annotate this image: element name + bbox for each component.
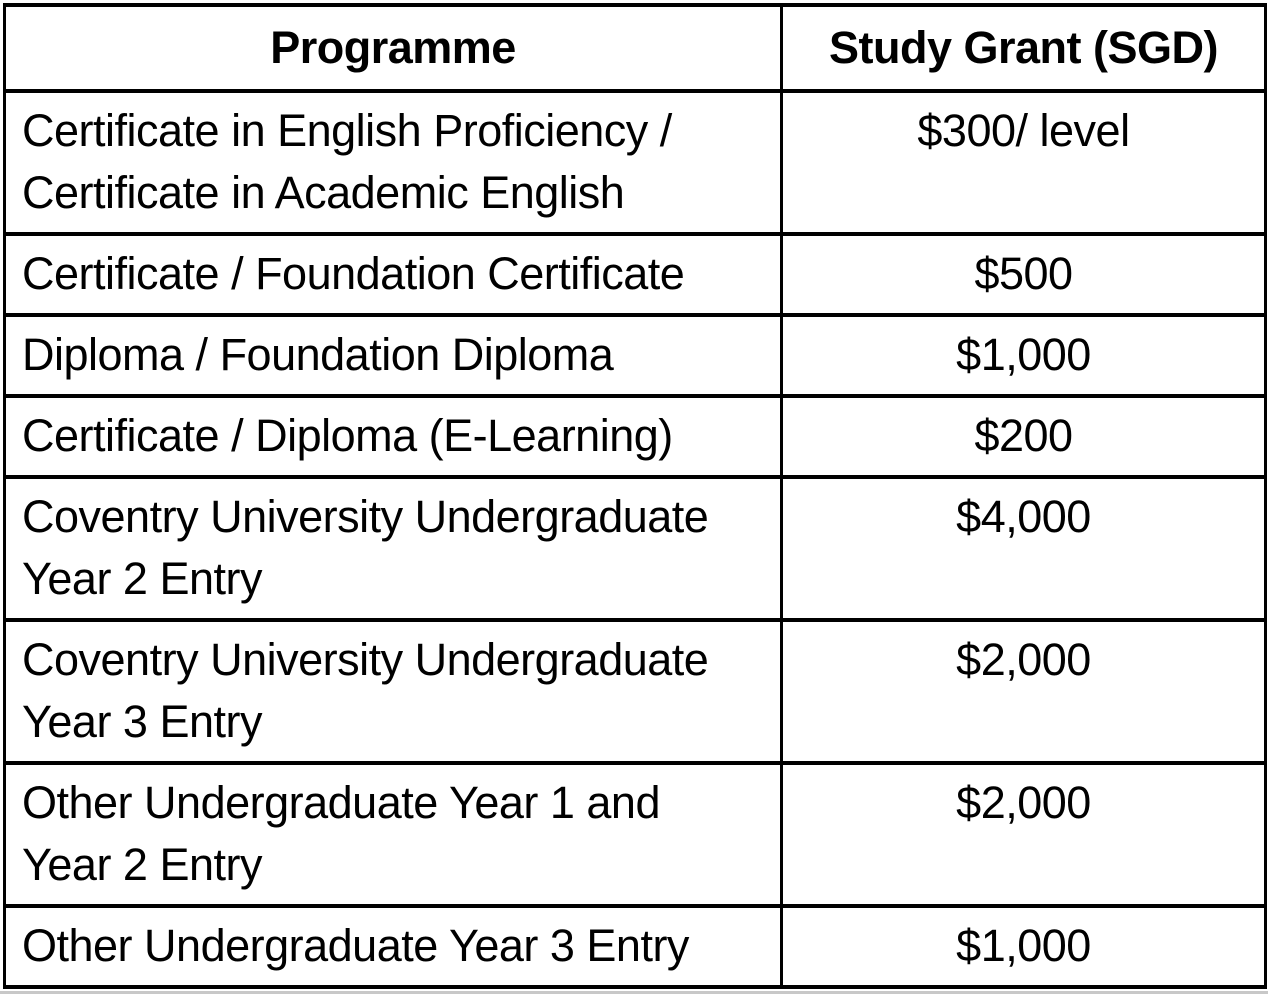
programme-line: Year 2 Entry <box>22 553 262 604</box>
programme-cell <box>5 396 782 477</box>
column-header-grant: Study Grant (SGD) <box>782 5 1266 91</box>
programme-line: Certificate / Foundation Certificate <box>22 248 685 299</box>
column-header-programme: Programme <box>5 5 782 91</box>
programme-line: Other Undergraduate Year 1 and <box>22 777 660 828</box>
programme-cell <box>5 477 782 620</box>
header-row <box>5 5 1266 91</box>
programme-cell <box>5 763 782 906</box>
programme-line: Certificate / Diploma (E-Learning) <box>22 410 673 461</box>
programme-line: Coventry University Undergraduate <box>22 634 709 685</box>
table-row <box>5 906 1266 987</box>
programme-cell <box>5 234 782 315</box>
programme-line: Diploma / Foundation Diploma <box>22 329 614 380</box>
grant-cell: $1,000 <box>782 315 1266 396</box>
grant-cell: $200 <box>782 396 1266 477</box>
programme-cell <box>5 906 782 987</box>
table-row <box>5 620 1266 763</box>
programme-cell <box>5 620 782 763</box>
programme-line: Year 3 Entry <box>22 696 262 747</box>
study-grant-table <box>3 3 1267 989</box>
programme-line: Year 2 Entry <box>22 839 262 890</box>
programme-cell <box>5 91 782 234</box>
table-row <box>5 315 1266 396</box>
programme-line: Other Undergraduate Year 3 Entry <box>22 920 689 971</box>
table-row <box>5 477 1266 620</box>
programme-line: Certificate in Academic English <box>22 167 625 218</box>
table-row <box>5 396 1266 477</box>
table-body <box>5 91 1266 987</box>
table-row <box>5 234 1266 315</box>
grant-cell: $300/ level <box>782 91 1266 234</box>
table-row <box>5 91 1266 234</box>
programme-line: Certificate in English Proficiency / <box>22 105 672 156</box>
programme-line: Coventry University Undergraduate <box>22 491 709 542</box>
grant-cell: $4,000 <box>782 477 1266 620</box>
programme-cell <box>5 315 782 396</box>
grant-cell: $2,000 <box>782 763 1266 906</box>
grant-cell: $1,000 <box>782 906 1266 987</box>
table-shadow-line <box>0 991 1268 994</box>
table-row <box>5 763 1266 906</box>
grant-cell: $500 <box>782 234 1266 315</box>
grant-cell: $2,000 <box>782 620 1266 763</box>
